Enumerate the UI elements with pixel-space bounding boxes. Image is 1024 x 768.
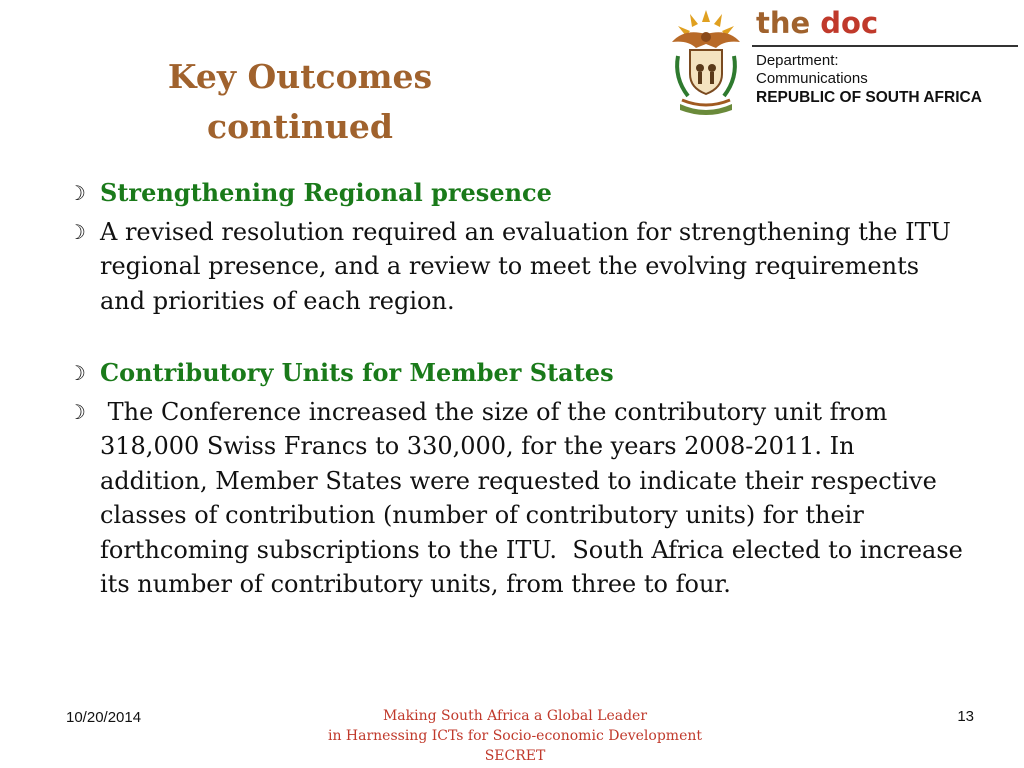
bullet-item — [66, 215, 966, 319]
bullet-text: Contributory Units for Member States — [100, 358, 614, 387]
footer-date: 10/20/2014 — [66, 709, 142, 726]
brand-doc: doc — [820, 6, 879, 40]
coat-of-arms-icon — [664, 4, 748, 116]
page-number: 13 — [957, 708, 974, 725]
dept-line-3: REPUBLIC OF SOUTH AFRICA — [756, 89, 982, 106]
bullet-text: The Conference increased the size of the contributory unit from 318,000 Swiss Francs to 330,000, for the years 2008-2011. In addition, Member States were requested to indicate their respective classes of contribution (number of contributory units) for their forthcoming subscriptions to the ITU. South Africa elected to increase its number of contributory units, from three to four. — [100, 397, 971, 598]
brand-wordmark — [756, 6, 878, 40]
footer-line-1: Making South Africa a Global Leader — [382, 708, 648, 724]
dept-line-2: Communications — [756, 70, 868, 87]
slide-title-line2: continued — [207, 107, 393, 146]
dept-line-1: Department: — [756, 52, 839, 69]
footer-tagline — [290, 706, 740, 766]
bullet-item — [66, 395, 971, 602]
bullet-marker-icon: ☽ — [68, 399, 86, 424]
bullet-item — [66, 356, 966, 391]
brand-the: the — [756, 6, 821, 40]
footer-line-2: in Harnessing ICTs for Socio-economic Development — [327, 728, 703, 744]
bullet-list — [66, 176, 971, 606]
bullet-marker-icon: ☽ — [68, 181, 86, 205]
footer-line-3: SECRET — [484, 748, 546, 764]
slide-title — [140, 52, 460, 152]
bullet-text: Strengthening Regional presence — [100, 178, 552, 207]
department-logo — [664, 4, 1020, 118]
bullet-text: A revised resolution required an evaluation for strengthening the ITU regional presence, and a review to meet the evolving requirements and priorities of each region. — [100, 217, 951, 315]
brand-divider — [752, 45, 1018, 47]
bullet-marker-icon: ☽ — [68, 361, 86, 385]
bullet-item — [66, 176, 966, 211]
bullet-marker-icon: ☽ — [68, 219, 86, 244]
slide-title-line1: Key Outcomes — [167, 57, 433, 96]
